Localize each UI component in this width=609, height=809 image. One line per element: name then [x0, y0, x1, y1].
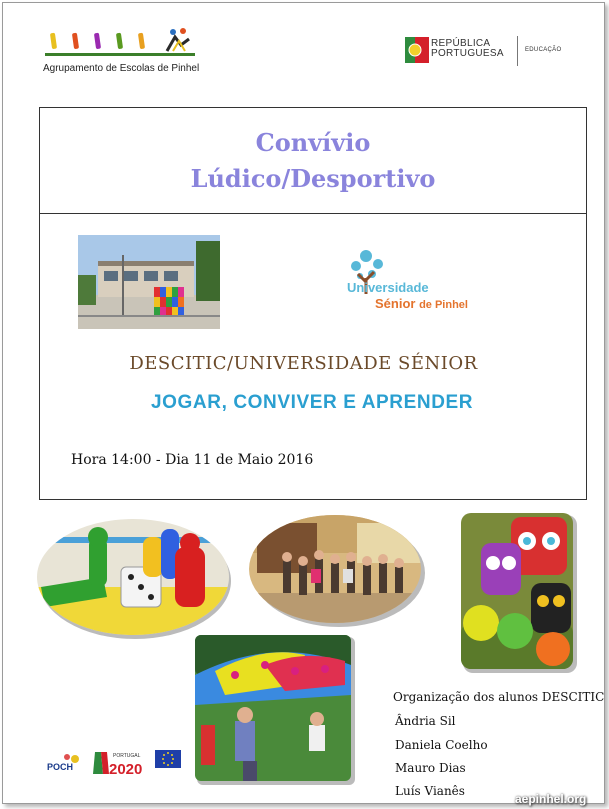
usp-logo-line-1: Universidade	[347, 280, 429, 295]
student-name: Daniela Coelho	[395, 738, 488, 752]
school-name: Agrupamento de Escolas de Pinhel	[43, 63, 200, 74]
republic-name: REPÚBLICA PORTUGUESA	[431, 38, 504, 59]
student-name: Ândria Sil	[395, 714, 456, 728]
organization-heading: Organização dos alunos DESCITIC	[393, 690, 605, 704]
title-divider	[40, 213, 586, 214]
title-line-2: Lúdico/Desportivo	[190, 164, 436, 193]
site-watermark[interactable]: aepinhel.org	[515, 792, 587, 806]
republic-separator	[517, 36, 518, 66]
svg-text:PORTUGAL: PORTUGAL	[113, 753, 141, 759]
school-photo	[78, 235, 220, 329]
svg-text:POCH: POCH	[47, 762, 74, 772]
event-time: Hora 14:00 - Dia 11 de Maio 2016	[71, 452, 314, 468]
group-photo	[247, 513, 427, 629]
student-name: Mauro Dias	[395, 761, 466, 775]
poster-frame	[2, 2, 605, 804]
event-box	[39, 107, 587, 500]
poch-logo	[47, 752, 83, 774]
parachute-photo	[195, 635, 355, 785]
svg-text:2020: 2020	[109, 761, 143, 778]
funding-logos	[47, 746, 187, 780]
ministry-label: EDUCAÇÃO	[525, 47, 562, 53]
portugal-2020-logo	[89, 748, 147, 778]
eu-flag-icon	[155, 750, 181, 768]
slogan: JOGAR, CONVIVER E APRENDER	[151, 392, 474, 413]
student-name: Luís Vianês	[395, 784, 465, 798]
title-line-1: Convívio	[255, 128, 371, 157]
organizer-heading: DESCITIC/UNIVERSIDADE SÉNIOR	[129, 353, 478, 374]
republic-logo	[403, 33, 433, 69]
usp-logo-line-2: Sénior de Pinhel	[375, 296, 468, 311]
board-game-photo	[33, 517, 233, 641]
crafts-photo	[461, 513, 577, 673]
